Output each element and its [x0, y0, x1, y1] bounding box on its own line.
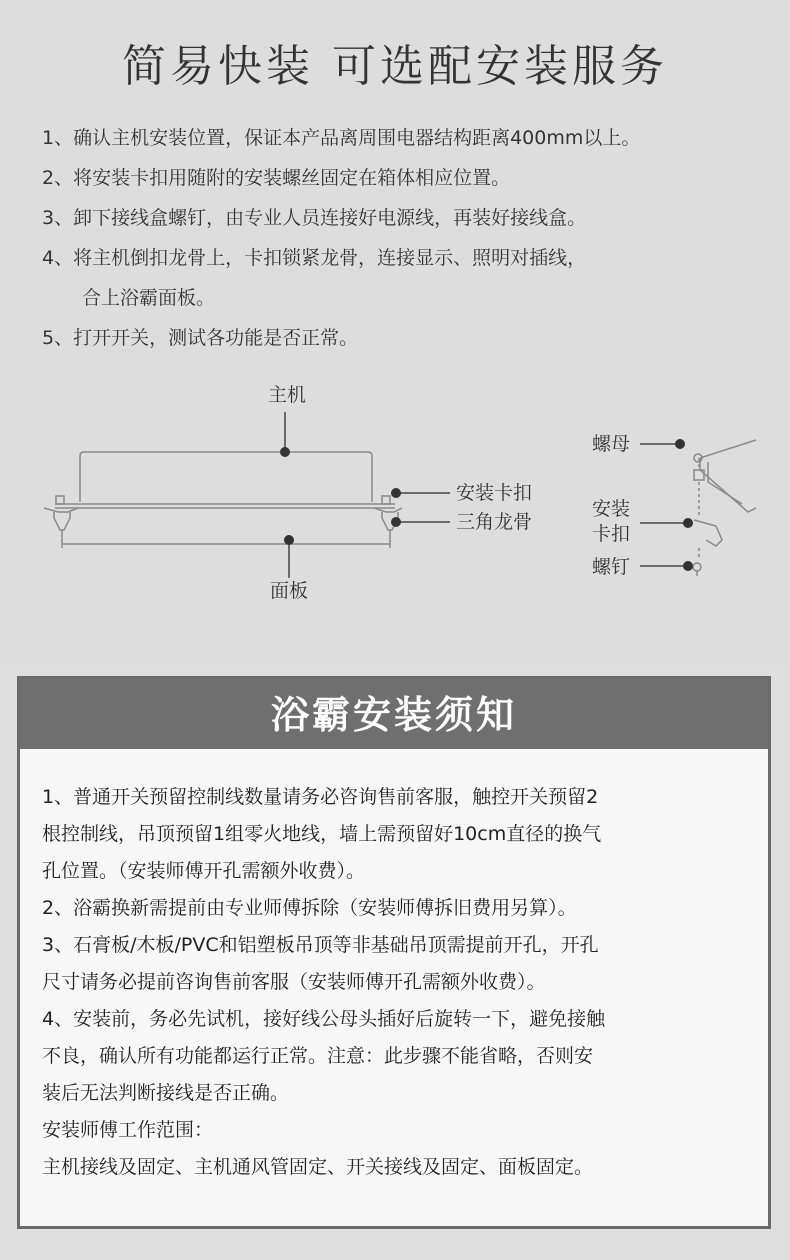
- step-5: 5、打开开关，测试各功能是否正常。: [42, 327, 359, 349]
- step-1: 1、确认主机安装位置，保证本产品离周围电器结构距离400mm以上。: [42, 127, 641, 149]
- label-host: 主机: [268, 384, 307, 406]
- notice-card: [17, 676, 771, 1229]
- label-clip2-line2: 卡扣: [592, 523, 631, 545]
- notice-line: 安装师傅工作范围：: [42, 1119, 214, 1141]
- notice-line: 尺寸请务必提前咨询售前客服（安装师傅开孔需额外收费）。: [42, 971, 546, 993]
- install-diagram: [0, 370, 790, 620]
- label-panel: 面板: [270, 580, 309, 602]
- notice-line: 3、石膏板/木板/PVC和铝塑板吊顶等非基础吊顶需提前开孔，开孔: [42, 934, 599, 956]
- notice-line: 装后无法判断接线是否正确。: [42, 1082, 290, 1104]
- step-3: 3、卸下接线盒螺钉，由专业人员连接好电源线，再装好接线盒。: [42, 207, 587, 229]
- install-diagram-drawing: [0, 370, 790, 620]
- notice-line: 孔位置。（安装师傅开孔需额外收费）。: [42, 860, 366, 882]
- install-steps: [42, 118, 782, 358]
- notice-line: 2、浴霸换新需提前由专业师傅拆除（安装师傅拆旧费用另算）。: [42, 897, 577, 919]
- step-4: 4、将主机倒扣龙骨上，卡扣锁紧龙骨，连接显示、照明对插线，: [42, 247, 587, 269]
- notice-line: 1、普通开关预留控制线数量请务必咨询售前客服，触控开关预留2: [42, 786, 599, 808]
- step-2: 2、将安装卡扣用随附的安装螺丝固定在箱体相应位置。: [42, 167, 511, 189]
- notice-line: 主机接线及固定、主机通风管固定、开关接线及固定、面板固定。: [42, 1156, 594, 1178]
- notice-line: 4、安装前，务必先试机，接好线公母头插好后旋转一下，避免接触: [42, 1008, 606, 1030]
- label-nut: 螺母: [592, 433, 631, 455]
- label-clip2-line1: 安装: [592, 498, 631, 520]
- notice-title: 浴霸安装须知: [20, 679, 768, 749]
- notice-list: [42, 779, 757, 1186]
- page-title: 简易快装 可选配安装服务: [122, 41, 668, 92]
- notice-line: 不良，确认所有功能都运行正常。注意：此步骤不能省略，否则安: [42, 1045, 594, 1067]
- step-4-continued: [42, 278, 782, 318]
- notice-line: 根控制线，吊顶预留1组零火地线，墙上需预留好10cm直径的换气: [42, 823, 602, 845]
- label-keel: 三角龙骨: [456, 511, 533, 533]
- step-4-continued-text: 合上浴霸面板。: [82, 287, 216, 309]
- label-screw: 螺钉: [592, 556, 631, 578]
- label-clip: 安装卡扣: [456, 482, 533, 504]
